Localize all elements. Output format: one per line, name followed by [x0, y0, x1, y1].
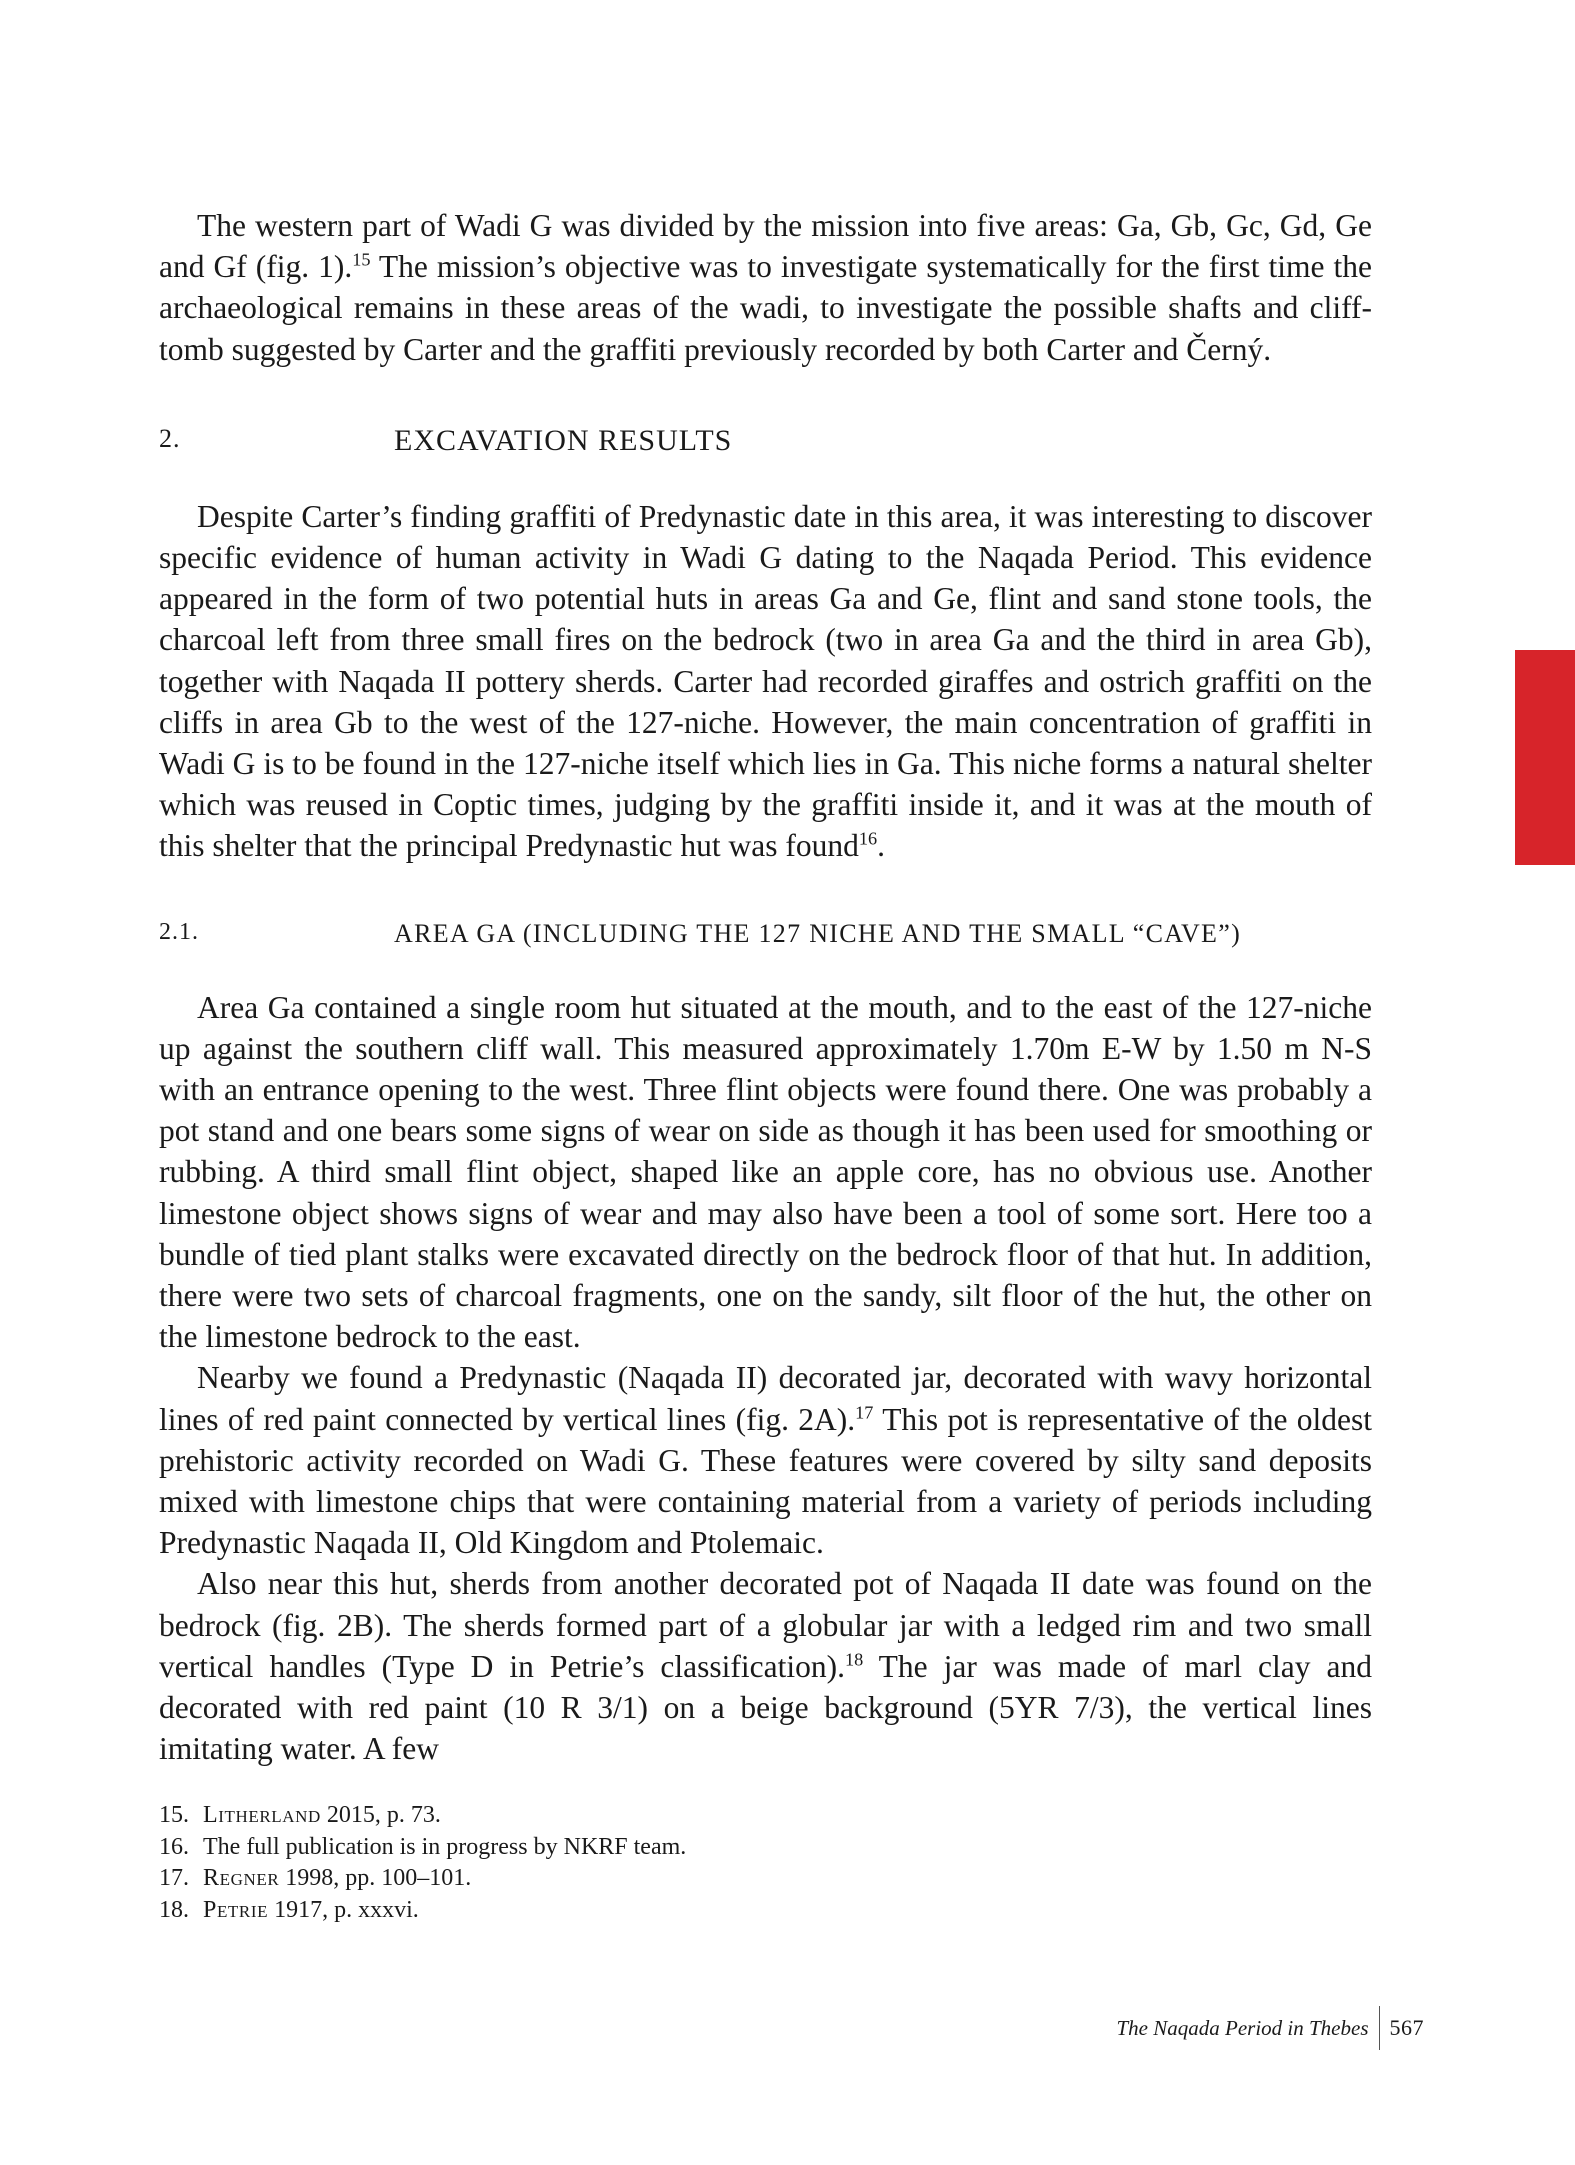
- section-number: 2.: [159, 423, 181, 453]
- section-heading-2: [159, 424, 1372, 464]
- footnote-author: Petrie: [203, 1896, 269, 1923]
- area-ga-paragraph-2: [159, 1357, 1372, 1563]
- footnote-number: 17.: [159, 1865, 189, 1891]
- footnote-author: Litherland: [203, 1802, 321, 1828]
- area-ga-paragraph-1: [159, 987, 1372, 1358]
- footnote-17: [159, 1863, 1159, 1895]
- page-number: 567: [1389, 2015, 1424, 2040]
- main-text-column: [159, 205, 1372, 1770]
- intro-paragraph-text: The western part of Wadi G was divided by the mission into five areas: Ga, Gb, Gc, Gd, Ge and Gf (fig. 1).: [159, 208, 1372, 285]
- area-ga-paragraph-2-text-cont: This pot is representative of the oldest prehistoric activity recorded on Wadi G. These features were covered by silty sand deposits mixed with limestone chips that were containing material from a variety of periods including Predynastic Naqada II, Old Kingdom and Ptolemaic.: [159, 1401, 1372, 1561]
- running-footer: [1117, 2002, 1425, 2054]
- footnote-author: Regner: [203, 1865, 280, 1891]
- area-ga-paragraph-2-text: Nearby we found a Predynastic (Naqada II) decorated jar, decorated with wavy horizontal lines of red paint connected by vertical lines (fig. 2A).: [159, 1360, 1372, 1437]
- footnote-number: 16.: [159, 1833, 189, 1860]
- footnote-number: 15.: [159, 1802, 189, 1828]
- footnote-ref-18[interactable]: 18: [844, 1649, 864, 1670]
- footnote-ref-16[interactable]: 16: [858, 828, 878, 849]
- intro-paragraph: [159, 205, 1372, 370]
- intro-paragraph-text-cont: The mission’s objective was to investigate systematically for the first time the archaeological remains in these areas of the wadi, to investigate the possible shafts and cliff-tomb suggested by Carter and the graffiti previously recorded by both Carter and Černý.: [159, 249, 1372, 367]
- area-ga-paragraph-3-text: Also near this hut, sherds from another decorated pot of Naqada II date was found on the bedrock (fig. 2B). The sherds formed part of a globular jar with a ledged rim and two small vertical handles (Type D in Petrie’s classification).: [159, 1566, 1372, 1684]
- area-ga-paragraph-1-text: Area Ga contained a single room hut situated at the mouth, and to the east of the 127-niche up against the southern cliff wall. This measured approximately 1.70m E-W by 1.50 m N-S with an entrance opening to the west. Three flint objects were found there. One was probably a pot stand and one bears some signs of wear on side as though it has been used for smoothing or rubbing. A third small flint object, shaped like an apple core, has no obvious use. Another limestone object shows signs of wear and may also have been a tool of some sort. Here too a bundle of tied plant stalks were excavated directly on the bedrock floor of that hut. In addition, there were two sets of charcoal fragments, one on the sandy, silt floor of the hut, the other on the limestone bedrock to the east.: [159, 989, 1372, 1355]
- footnote-15: [159, 1800, 1159, 1832]
- subsection-title: AREA GA (INCLUDING THE 127 NICHE AND THE SMALL “CAVE”): [394, 918, 1242, 948]
- footnote-ref-17[interactable]: 17: [855, 1402, 874, 1423]
- footnote-18: [159, 1895, 1159, 1927]
- footnote-citation: The full publication is in progress by NKRF team.: [203, 1833, 687, 1860]
- subsection-heading-2-1: [159, 919, 1372, 959]
- footnote-ref-15[interactable]: 15: [352, 249, 371, 270]
- footnote-citation: 2015, p. 73.: [320, 1802, 441, 1828]
- footnote-16: [159, 1832, 1159, 1864]
- footnotes: [159, 1800, 1159, 1926]
- excavation-results-text: Despite Carter’s finding graffiti of Predynastic date in this area, it was interesting to discover specific evidence of human activity in Wadi G dating to the Naqada Period. This evidence appeared in the form of two potential huts in areas Ga and Ge, flint and sand stone tools, the charcoal left from three small fires on the bedrock (two in area Ga and the third in area Gb), together with Naqada II pottery sherds. Carter had recorded giraffes and ostrich graffiti on the cliffs in area Gb to the west of the 127-niche. However, the main concentration of graffiti in Wadi G is to be found in the 127-niche itself which lies in Ga. This niche forms a natural shelter which was reused in Coptic times, judging by the graffiti inside it, and it was at the mouth of this shelter that the principal Predynastic hut was found: [159, 498, 1372, 864]
- footnote-citation: 1917, p. xxxvi.: [268, 1896, 419, 1923]
- footnote-number: 18.: [159, 1896, 189, 1923]
- subsection-number: 2.1.: [159, 918, 199, 945]
- running-title: The Naqada Period in Thebes: [1117, 2006, 1380, 2050]
- section-title: EXCAVATION RESULTS: [394, 423, 733, 457]
- footnote-citation: 1998, pp. 100–101.: [279, 1865, 472, 1891]
- chapter-tab-marker: [1515, 650, 1575, 865]
- area-ga-paragraph-3: [159, 1563, 1372, 1769]
- excavation-results-end: .: [877, 828, 885, 864]
- area-ga-paragraph-3-text-cont: The jar was made of marl clay and decorated with red paint (10 R 3/1) on a beige background (5YR 7/3), the vertical lines imitating water. A few: [159, 1648, 1372, 1767]
- excavation-results-paragraph: [159, 496, 1372, 867]
